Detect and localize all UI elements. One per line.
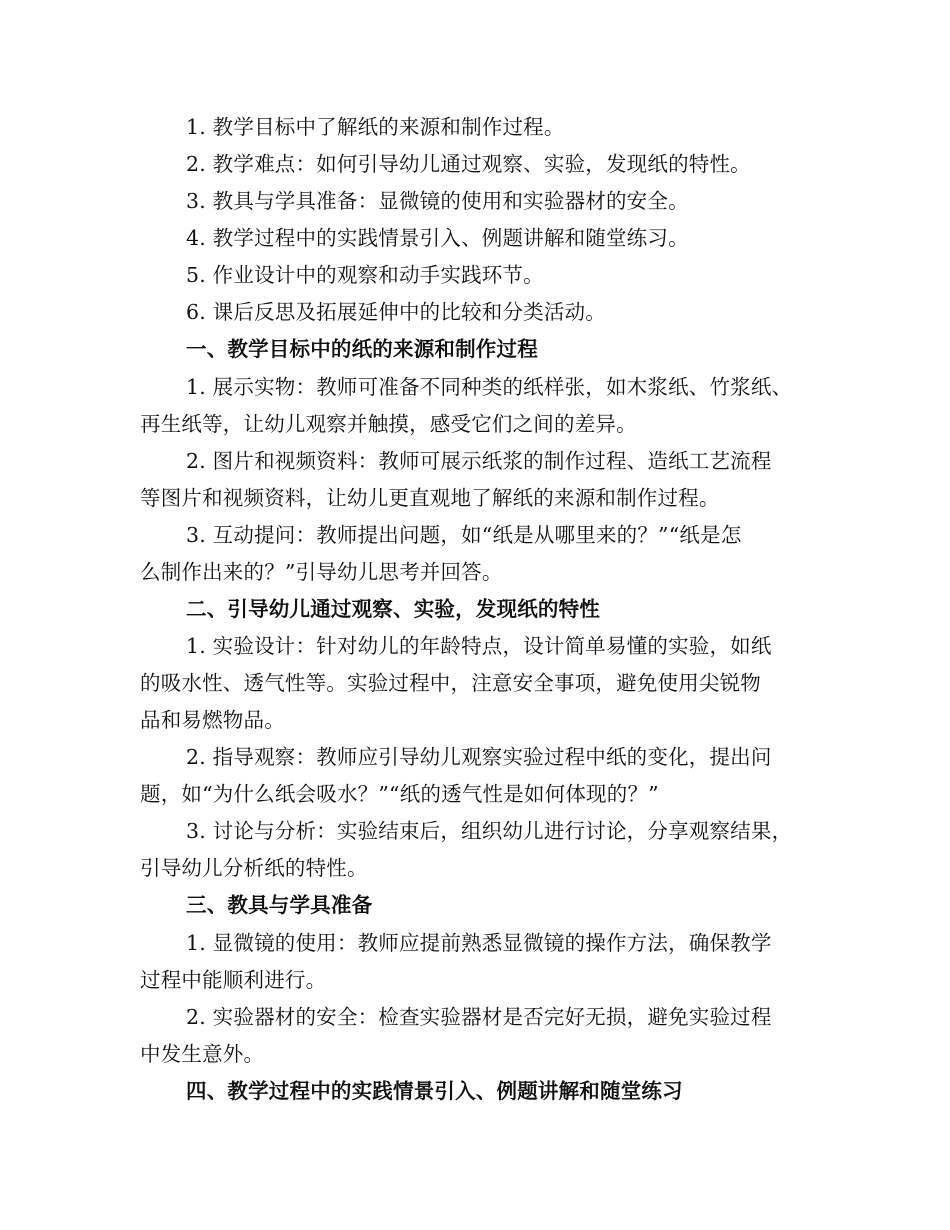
paragraph-line: 的吸水性、透气性等。实验过程中，注意安全事项，避免使用尖锐物 [140, 671, 761, 695]
outline-item-6: 6. 课后反思及拓展延伸中的比较和分类活动。 [186, 300, 606, 324]
paragraph-line: 3. 讨论与分析：实验结束后，组织幼儿进行讨论，分享观察结果， [186, 819, 793, 843]
paragraph-line: 引导幼儿分析纸的特性。 [140, 856, 368, 880]
section-heading-3: 三、教具与学具准备 [186, 893, 373, 917]
paragraph-line: 1. 显微镜的使用：教师应提前熟悉显微镜的操作方法，确保教学 [186, 931, 772, 955]
paragraph-line: 3. 互动提问：教师提出问题，如“纸是从哪里来的？”“纸是怎 [186, 523, 742, 547]
paragraph-line: 中发生意外。 [140, 1042, 265, 1066]
outline-item-3: 3. 教具与学具准备：显微镜的使用和实验器材的安全。 [186, 189, 689, 213]
paragraph-line: 2. 图片和视频资料：教师可展示纸浆的制作过程、造纸工艺流程 [186, 449, 772, 473]
outline-item-4: 4. 教学过程中的实践情景引入、例题讲解和随堂练习。 [186, 226, 689, 250]
outline-item-1: 1. 教学目标中了解纸的来源和制作过程。 [186, 115, 565, 139]
section-heading-1: 一、教学目标中的纸的来源和制作过程 [186, 337, 538, 361]
outline-item-5: 5. 作业设计中的观察和动手实践环节。 [186, 263, 544, 287]
paragraph-line: 过程中能顺利进行。 [140, 968, 327, 992]
paragraph-line: 么制作出来的？”引导幼儿思考并回答。 [140, 560, 503, 584]
paragraph-line: 1. 展示实物：教师可准备不同种类的纸样张，如木浆纸、竹浆纸、 [186, 375, 793, 399]
paragraph-line: 2. 指导观察：教师应引导幼儿观察实验过程中纸的变化，提出问 [186, 745, 772, 769]
section-heading-2: 二、引导幼儿通过观察、实验，发现纸的特性 [186, 597, 600, 621]
paragraph-line: 再生纸等，让幼儿观察并触摸，感受它们之间的差异。 [140, 412, 637, 436]
paragraph-line: 品和易燃物品。 [140, 708, 285, 732]
paragraph-line: 等图片和视频资料，让幼儿更直观地了解纸的来源和制作过程。 [140, 486, 720, 510]
outline-item-2: 2. 教学难点：如何引导幼儿通过观察、实验，发现纸的特性。 [186, 152, 751, 176]
paragraph-line: 1. 实验设计：针对幼儿的年龄特点，设计简单易懂的实验，如纸 [186, 634, 772, 658]
paragraph-line: 2. 实验器材的安全：检查实验器材是否完好无损，避免实验过程 [186, 1005, 772, 1029]
section-heading-4: 四、教学过程中的实践情景引入、例题讲解和随堂练习 [186, 1079, 683, 1103]
paragraph-line: 题，如“为什么纸会吸水？”“纸的透气性是如何体现的？” [140, 782, 659, 806]
